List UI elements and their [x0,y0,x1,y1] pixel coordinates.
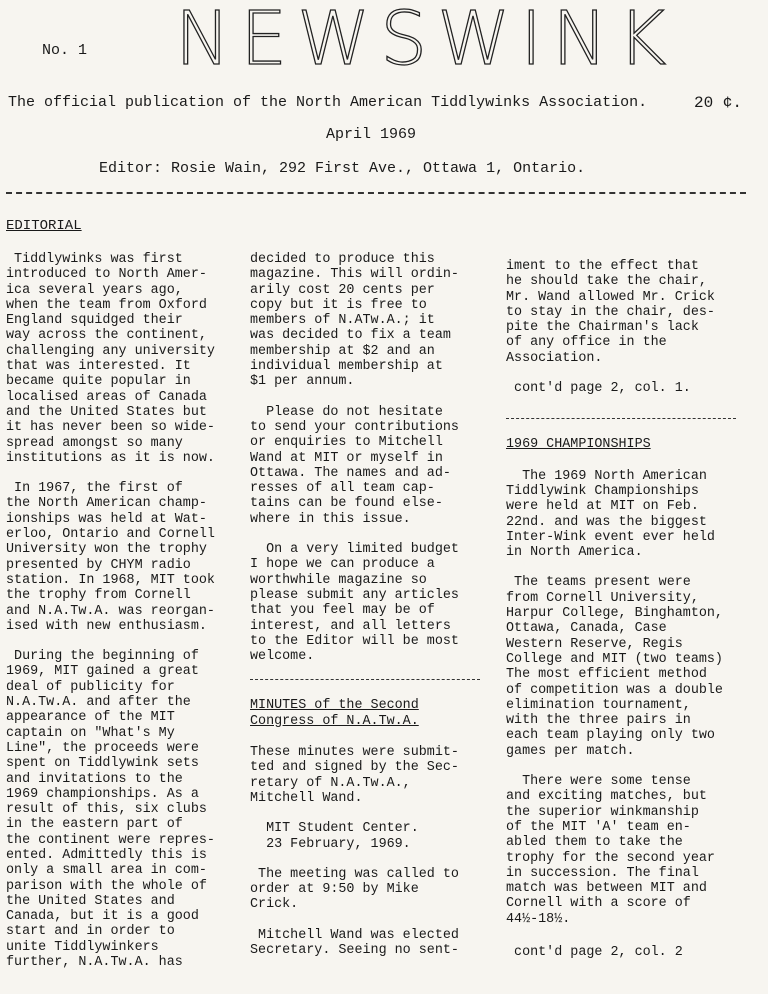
masthead-title: NEWSWINK [175,0,677,82]
subtitle: The official publication of the North American Tiddlywinks Association. [8,94,648,111]
header-divider [6,192,746,194]
minutes-paragraph: MIT Student Center. 23 February, 1969. [266,821,419,852]
contd-note-2: cont'd page 2, col. 2 [506,944,683,960]
editorial-paragraph: decided to produce this magazine. This will ordin- arily cost 20 cents per copy but it is free to members of N.ATw.A.; it was decided to fix a team membership at $2 and an individual membership at $1 per annum. [250,252,459,390]
editorial-paragraph: Tiddlywinks was first introduced to North Amer- ica several years ago, when the team from Oxford England squidged their way across the continent, challenging any university that was interested. It became quite popular in localised areas of Canada and the United States but it has never been so wide- spread amongst so many institutions as it is now. [6,252,215,466]
issue-date: April 1969 [326,126,417,143]
section-divider [250,679,480,680]
editorial-paragraph: iment to the effect that he should take the chair, Mr. Wand allowed Mr. Crick to stay in the chair, des- pite the Chairman's lack of any office in the Association. [506,259,715,366]
championships-heading: 1969 CHAMPIONSHIPS [506,437,651,453]
editorial-paragraph: During the beginning of 1969, MIT gained a great deal of publicity for N.A.Tw.A. and after the appearance of the MIT captain on "What's My Line", the proceeds were spent on Tiddlywink sets and invitations to the 1969 championships. As a result of this, six clubs in the eastern part of the continent were repres- ented. Admittedly this is only a small area in com- parison with the whole of the United States and Canada, but it is a good start and in order to unite Tiddlywinkers further, N.A.Tw.A. has [6,649,215,971]
minutes-paragraph: Mitchell Wand was elected Secretary. Seeing no sent- [250,927,459,958]
column-2 [250,252,490,958]
editorial-paragraph: In 1967, the first of the North American champ- ionships was held at Wat- erloo, Ontario and Cornell University won the trophy presented by CHYM radio station. In 1968, MIT took the trophy from Cornell and N.A.Tw.A. was reorgan- ised with new enthusiasm. [6,481,215,634]
championships-paragraph: The teams present were from Cornell University, Harpur College, Binghamton, Ottawa, Canada, Case Western Reserve, Regis College and MIT (two teams) The most efficient method of competition was a double elimination tournament, with the three pairs in each team playing only two games per match. [506,575,723,759]
minutes-paragraph: These minutes were submit- ted and signed by the Sec- retary of N.A.Tw.A., Mitchell Wand. [250,745,459,806]
minutes-heading: MINUTES of the Second [250,698,419,714]
column-3 [506,259,762,960]
minutes-paragraph: The meeting was called to order at 9:50 by Mike Crick. [250,866,459,913]
section-divider [506,418,736,419]
editor-line: Editor: Rosie Wain, 292 First Ave., Ottawa 1, Ontario. [99,160,586,177]
championships-paragraph: The 1969 North American Tiddlywink Championships were held at MIT on Feb. 22nd. and was the biggest Inter-Wink event ever held in North America. [506,468,715,561]
minutes-heading-2: Congress of N.A.Tw.A. [250,713,419,729]
column-1 [6,252,244,970]
championships-paragraph: There were some tense and exciting matches, but the superior winkmanship of the MIT 'A' team en- abled them to take the trophy for the second year in succession. The final match was between MIT and Cornell with a score of 44½-18½. [506,774,715,927]
editorial-heading: EDITORIAL [6,218,82,234]
editorial-paragraph: On a very limited budget I hope we can produce a worthwhile magazine so please submit any articles that you feel may be of interest, and all letters to the Editor will be most welcome. [250,542,459,665]
editorial-paragraph: Please do not hesitate to send your contributions or enquiries to Mitchell Wand at MIT or myself in Ottawa. The names and ad- resses of all team cap- tains can be found else- where in this issue. [250,404,459,527]
price: 20 ¢. [694,94,743,112]
contd-note: cont'd page 2, col. 1. [506,381,691,397]
issue-number: No. 1 [42,42,88,59]
